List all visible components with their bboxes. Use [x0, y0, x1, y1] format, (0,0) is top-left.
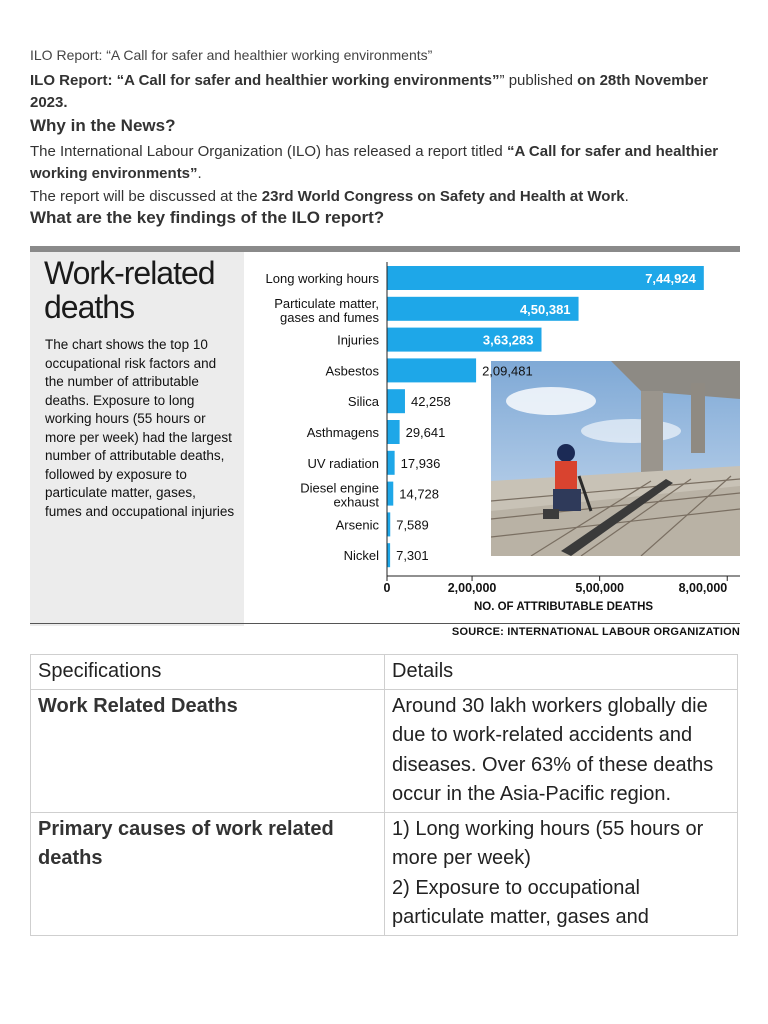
chart-x-tick-label: 8,00,000 [678, 581, 728, 595]
figure-source: SOURCE: INTERNATIONAL LABOUR ORGANIZATION [451, 626, 740, 638]
chart-bar [387, 451, 395, 475]
chart-category-label: Diesel engine [300, 480, 379, 496]
chart-category-label: exhaust [333, 494, 379, 510]
chart-category-label: Asbestos [325, 363, 379, 379]
chart-value-label: 3,63,283 [482, 332, 534, 348]
table-cell-details: Around 30 lakh workers globally die due to work-related accidents and diseases. Over 63% of these deaths occur in the Asia-Pacific region. [385, 689, 738, 812]
table-cell-spec: Work Related Deaths [31, 689, 385, 812]
chart-value-label: 4,50,381 [519, 301, 571, 317]
report-title-line: ILO Report: “A Call for safer and healthier working environments” [30, 47, 433, 63]
chart-category-label: UV radiation [307, 455, 379, 471]
why-p2-congress: 23rd World Congress on Safety and Health at Work [261, 188, 625, 205]
figure-bottom-rule [30, 623, 740, 624]
why-in-news-heading: Why in the News? [30, 116, 176, 135]
bar-chart [30, 246, 740, 624]
why-paragraph-2 [30, 186, 740, 208]
table-row [31, 689, 738, 812]
figure-description: The chart shows the top 10 occupational risk factors and the number of attributable deaths. Exposure to long working hours (55 hours or more per week) had the largest number of attributable deaths, followed by exposure to particulate matter, gases, fumes and occupational injuries [45, 337, 235, 519]
published-text: ” published [499, 72, 578, 89]
table-row [31, 812, 738, 935]
chart-value-label: 7,301 [396, 548, 429, 564]
chart-category-label: gases and fumes [279, 309, 379, 325]
details-line: 1) Long working hours (55 hours or more per week) [392, 817, 704, 869]
chart-x-tick-label: 2,00,000 [447, 581, 497, 595]
chart-category-label: Injuries [337, 332, 379, 348]
chart-value-label: 14,728 [399, 486, 440, 502]
table-header-cell: Details [385, 655, 738, 690]
infographic-figure [30, 246, 740, 640]
chart-category-label: Long working hours [265, 271, 379, 286]
page-cutoff [0, 958, 768, 1024]
why-p1-text: The International Labour Organization (ILO) has released a report titled [30, 143, 507, 160]
chart-value-label: 42,258 [410, 394, 451, 410]
chart-value-label: 7,44,924 [645, 271, 696, 286]
chart-bar [387, 482, 393, 506]
chart-bar [387, 420, 400, 444]
chart-category-label: Particulate matter, [274, 295, 379, 311]
chart-x-tick-label: 5,00,000 [575, 581, 624, 595]
chart-value-label: 29,641 [405, 425, 446, 440]
chart-value-label: 2,09,481 [482, 363, 533, 379]
chart-bar [387, 358, 476, 382]
chart-category-label: Nickel [343, 548, 379, 564]
table-header-cell: Specifications [31, 655, 385, 690]
why-p1-end: . [197, 165, 202, 182]
table-header-row [31, 655, 738, 690]
chart-category-label: Arsenic [335, 517, 379, 533]
table-cell-details [385, 812, 738, 935]
report-title-bold: ILO Report: “A Call for safer and healthier working environments” [30, 72, 500, 89]
chart-category-label: Silica [347, 394, 379, 410]
key-findings-heading: What are the key findings of the ILO report? [30, 208, 385, 227]
specifications-table [30, 654, 738, 936]
chart-value-label: 17,936 [400, 455, 441, 471]
chart-x-tick-label: 0 [383, 581, 391, 595]
why-p2-text: The report will be discussed at the [30, 188, 262, 205]
chart-bar [387, 389, 405, 413]
figure-title: Work-related deaths [44, 255, 215, 325]
table-cell-spec: Primary causes of work related deaths [31, 812, 385, 935]
chart-x-axis-title: NO. OF ATTRIBUTABLE DEATHS [473, 601, 654, 613]
published-date: on 28th November 2023. [30, 72, 708, 111]
report-published-line [30, 70, 740, 114]
why-p1-report-name: “A Call for safer and healthier working environments” [30, 143, 719, 182]
chart-value-label: 7,589 [396, 517, 429, 533]
why-paragraph-1 [30, 141, 740, 185]
chart-category-label: Asthmagens [306, 425, 379, 440]
details-line: 2) Exposure to occupational particulate matter, gases and [392, 876, 649, 928]
why-p2-end: . [624, 188, 629, 205]
